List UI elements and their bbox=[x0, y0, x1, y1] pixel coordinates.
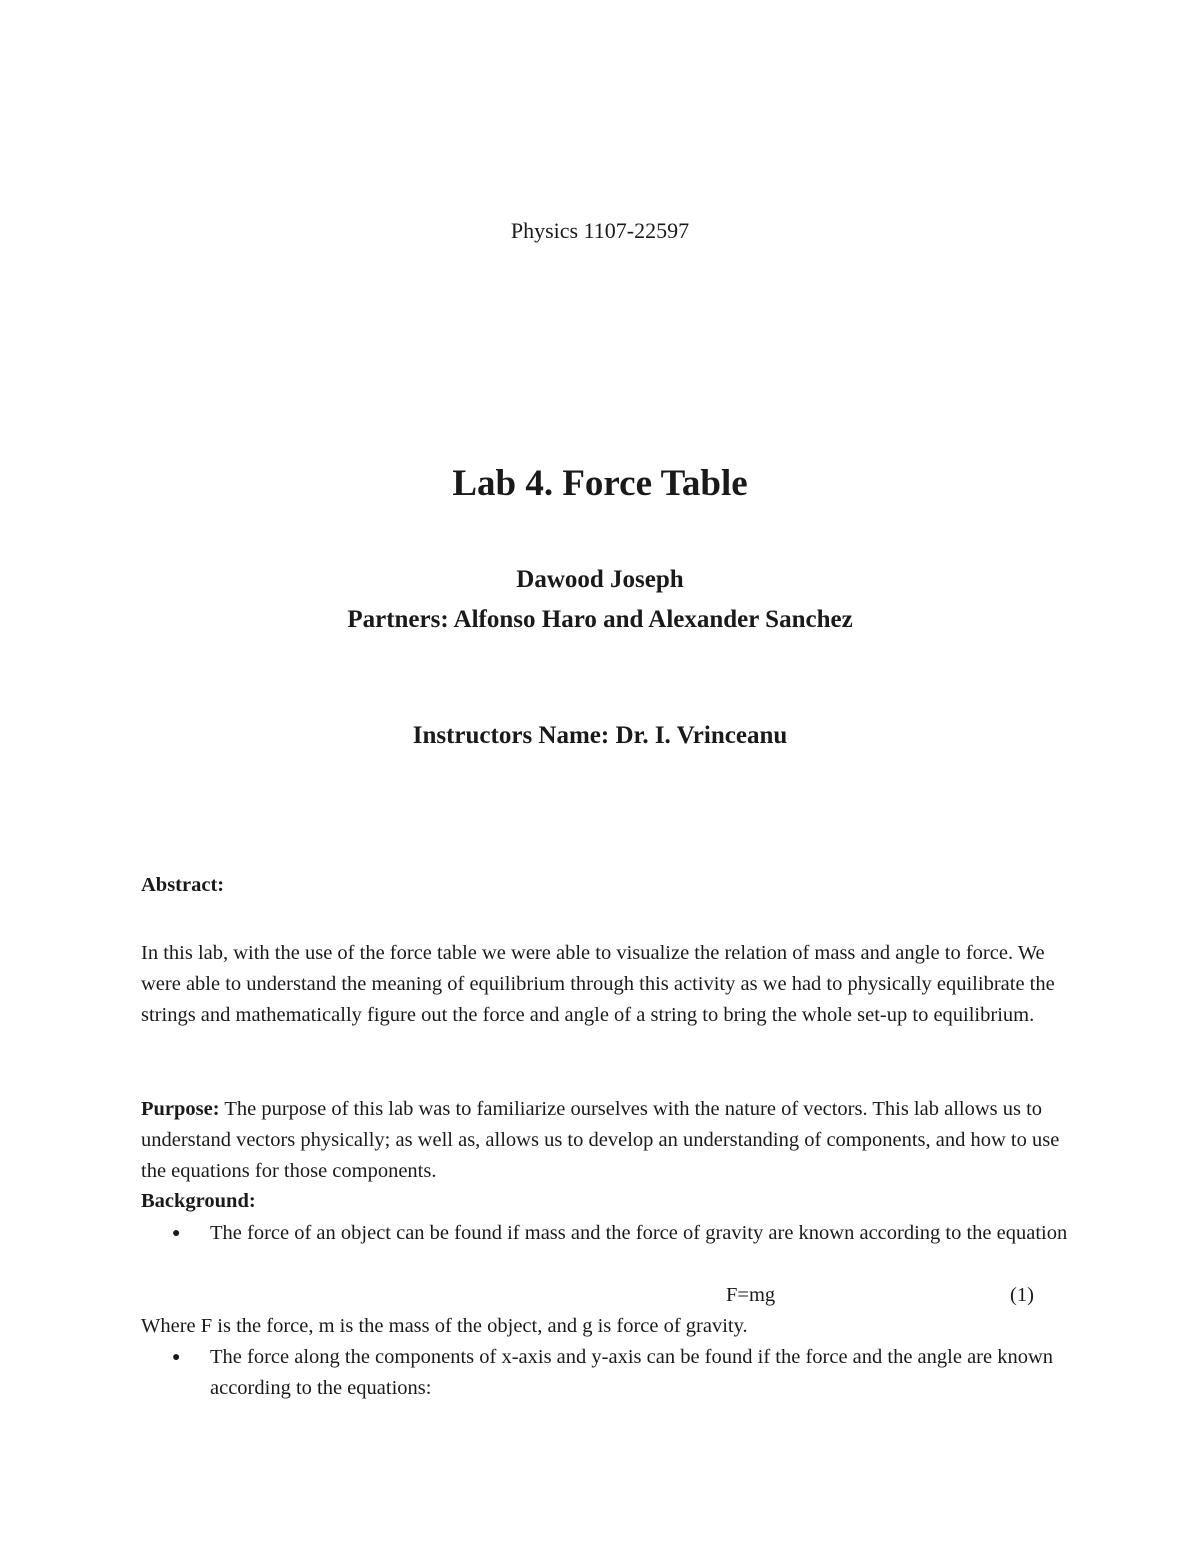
equation-explanation: Where F is the force, m is the mass of the object, and g is force of gravity. bbox=[141, 1315, 748, 1337]
document-title: Lab 4. Force Table bbox=[452, 463, 748, 504]
purpose-paragraph bbox=[141, 1094, 1061, 1187]
author-name: Dawood Joseph bbox=[516, 566, 684, 593]
bullet-text: The force along the components of x-axis and y-axis can be found if the force and the angle are known according to the equations: bbox=[210, 1346, 1054, 1399]
bullet-icon: ● bbox=[172, 1226, 181, 1241]
purpose-body: The purpose of this lab was to familiarize ourselves with the nature of vectors. This lab allows us to understand vectors physically; as well as, allows us to develop an understanding of components, and how to use the equations for those components. bbox=[141, 1098, 1060, 1182]
partners-line: Partners: Alfonso Haro and Alexander Sanchez bbox=[347, 606, 853, 633]
bullet-icon: ● bbox=[172, 1350, 181, 1365]
purpose-heading: Purpose: bbox=[141, 1098, 220, 1120]
instructor-line: Instructors Name: Dr. I. Vrinceanu bbox=[412, 722, 788, 749]
bullet-item-components bbox=[172, 1342, 1072, 1404]
equation-number: (1) bbox=[1010, 1284, 1034, 1306]
background-heading: Background: bbox=[141, 1190, 256, 1212]
course-number: Physics 1107-22597 bbox=[510, 218, 690, 243]
abstract-heading: Abstract: bbox=[141, 874, 225, 896]
bullet-text: The force of an object can be found if mass and the force of gravity are known according to the equation bbox=[210, 1222, 1068, 1244]
equation: F=mg bbox=[726, 1284, 776, 1306]
abstract-paragraph: In this lab, with the use of the force table we were able to visualize the relation of mass and angle to force. We were able to understand the meaning of equilibrium through this activity as we had to physically equilibrate the strings and mathematically figure out the force and angle of a string to bring the whole set-up to equilibrium. bbox=[141, 942, 1055, 1026]
bullet-item-force bbox=[172, 1218, 1072, 1249]
